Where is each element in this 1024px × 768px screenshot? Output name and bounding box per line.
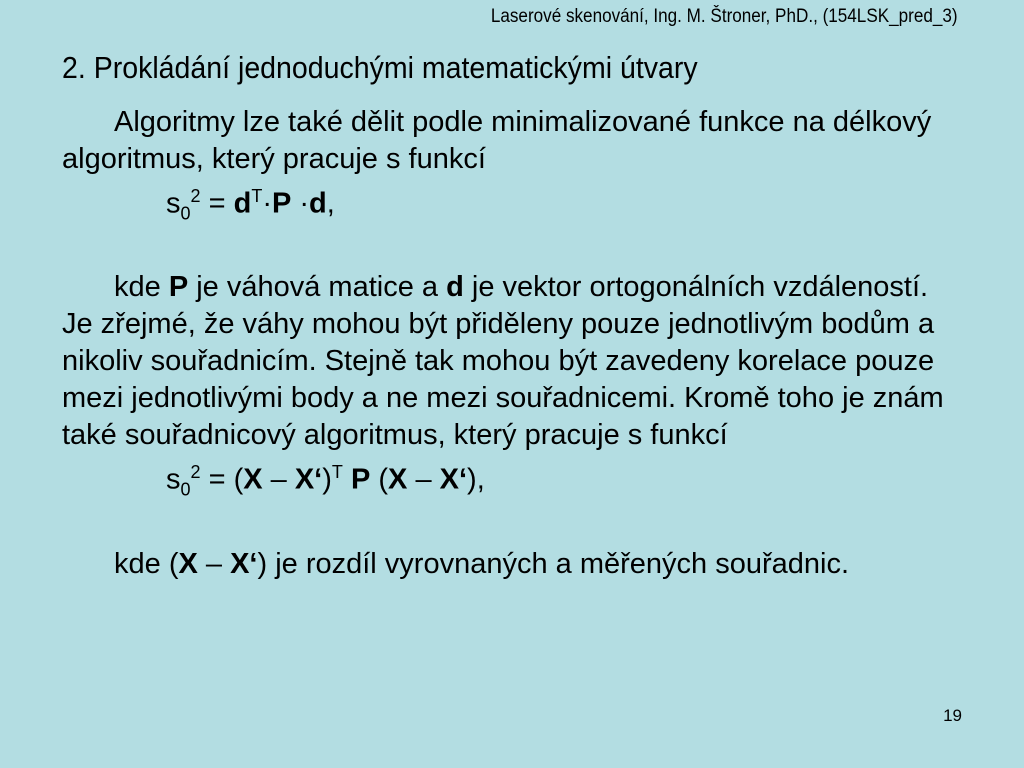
formula-2-sp [343, 464, 351, 496]
formula-1-eq: = [200, 187, 234, 220]
slide-title: 2. Prokládání jednoduchými matematickými útvary [62, 50, 698, 85]
formula-2-s: s [166, 464, 181, 497]
formula-2 [62, 454, 962, 508]
paragraph-3-X2: X‘ [230, 547, 258, 580]
formula-2-X3: X [388, 464, 408, 497]
formula-1-sup: 2 [190, 186, 201, 206]
paragraph-2-t2: je vektor ortogonálních vzdáleností. Je zřejmé, že váhy mohou být přiděleny pouze jednotlivým bodům a nikoliv souřadnicím. Stejně tak mohou být zavedeny korelace pouze mezi jednotlivými body a ne mezi souřadnicemi. Kromě toho je znám také souřadnicový algoritmus, který pracuje s funkcí [62, 271, 944, 452]
formula-1-end: , [326, 187, 335, 220]
formula-1-T: T [251, 186, 263, 206]
page-number: 19 [943, 706, 962, 725]
formula-1-dot2: · [291, 187, 310, 220]
paragraph-2-P: P [168, 271, 189, 304]
formula-2-P: P [350, 464, 371, 497]
formula-1-s: s [166, 187, 181, 220]
formula-2-X1: X [243, 464, 263, 497]
paragraph-2 [62, 269, 962, 454]
formula-1 [62, 178, 962, 232]
formula-2-eq: = ( [200, 464, 244, 497]
formula-2-minus2: – [407, 464, 440, 497]
paragraph-3-t1: kde ( [114, 547, 179, 580]
paragraph-2-t1: je váhová matice a [188, 271, 447, 304]
formula-1-dot1: · [262, 187, 272, 220]
paragraph-3-t2: ) je rozdíl vyrovnaných a měřených souřadnic. [257, 547, 850, 580]
formula-1-sub: 0 [180, 203, 191, 224]
slide-header: Laserové skenování, Ing. M. Štroner, PhD., (154LSK_pred_3) [491, 6, 958, 27]
formula-2-end: ), [467, 464, 485, 497]
formula-2-sub: 0 [180, 479, 191, 500]
formula-2-sup: 2 [190, 462, 201, 483]
formula-2-close1: ) [322, 464, 332, 497]
formula-2-T: T [331, 462, 343, 483]
paragraph-1: Algoritmy lze také dělit podle minimalizované funkce na délkový algoritmus, který pracuje s funkcí [62, 106, 932, 175]
paragraph-3-X1: X [178, 547, 198, 580]
formula-2-X4: X‘ [439, 464, 468, 497]
paragraph-2-kde: kde [114, 271, 169, 304]
formula-2-X2: X‘ [294, 464, 323, 497]
formula-1-d2: d [309, 187, 327, 220]
paragraph-3 [62, 546, 962, 583]
paragraph-2-d: d [446, 271, 464, 304]
formula-1-d1: d [233, 187, 252, 220]
formula-2-open2: ( [370, 464, 389, 497]
formula-2-minus1: – [262, 464, 295, 497]
formula-1-P: P [271, 187, 292, 220]
slide-content [62, 104, 962, 583]
paragraph-3-minus: – [197, 547, 231, 580]
